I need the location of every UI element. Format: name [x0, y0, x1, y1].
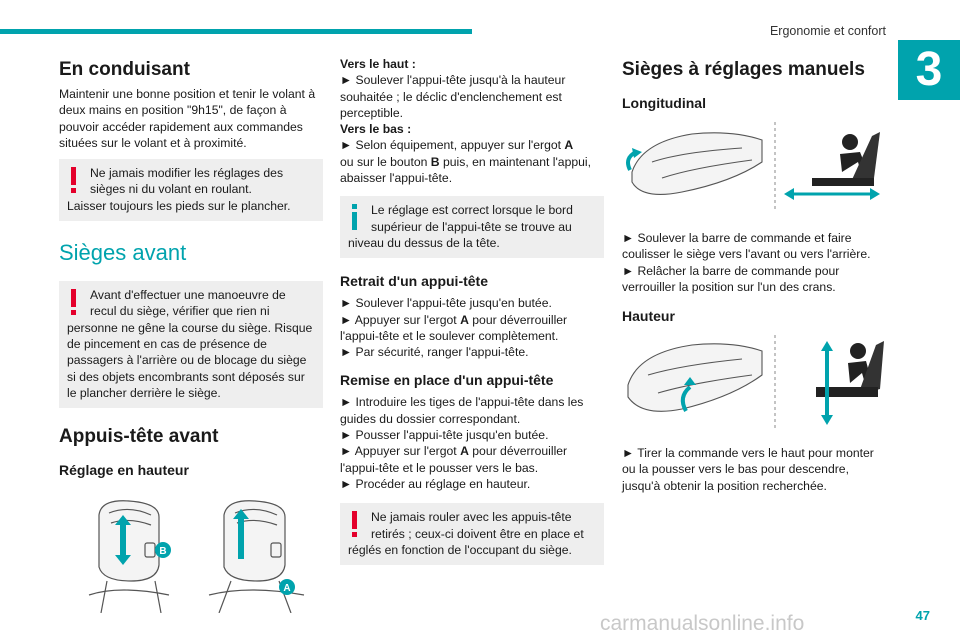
longitudinal-step-2: ► Relâcher la barre de commande pour verrouiller la position sur l'un des crans.	[622, 263, 840, 294]
chapter-number: 3	[898, 40, 960, 100]
remise-step-2: ► Pousser l'appui-tête jusqu'en butée.	[340, 428, 549, 443]
retrait-step-1: ► Soulever l'appui-tête jusqu'en butée.	[340, 296, 552, 311]
heading-reglage-hauteur: Réglage en hauteur	[59, 462, 189, 479]
heading-sieges-avant: Sièges avant	[59, 240, 187, 266]
headrest-diagram	[59, 495, 323, 613]
warning-icon	[70, 289, 77, 315]
label-b: B	[159, 546, 167, 558]
heading-longitudinal: Longitudinal	[622, 95, 706, 111]
section-title: Ergonomie et confort	[769, 24, 886, 38]
info-note-1: Le réglage est correct lorsque le bord supérieur de l'appui-tête se trouve au niveau du dessus de la tête.	[340, 196, 604, 258]
warning-icon	[70, 167, 77, 193]
warning-note-3: Ne jamais rouler avec les appuis-tête retirés ; ceux-ci doivent être en place et réglés en fonction de l'occupant du siège.	[340, 503, 604, 565]
label-vers-le-haut: Vers le haut :	[340, 57, 416, 71]
watermark: carmanualsonline.info	[600, 612, 805, 635]
retrait-step-3: ► Par sécurité, ranger l'appui-tête.	[340, 345, 529, 360]
heading-en-conduisant: En conduisant	[59, 59, 190, 80]
heading-appuis-tete: Appuis-tête avant	[59, 426, 219, 448]
header-accent-bar	[0, 29, 472, 34]
heading-remise: Remise en place d'un appui-tête	[340, 372, 554, 389]
longitudinal-illustration	[622, 122, 886, 210]
heading-sieges-manuels: Sièges à réglages manuels	[622, 59, 865, 80]
paragraph-driving: Maintenir une bonne position et tenir le volant à deux mains en position "9h15", de façon à pouvoir accéder rapidement aux commandes situées sur le volant et à proximité.	[59, 87, 316, 150]
column-2	[340, 56, 604, 565]
headrest-illustration	[59, 495, 323, 613]
page-number: 47	[915, 608, 930, 623]
remise-step-3: ► Appuyer sur l'ergot A pour déverrouiller l'appui-tête et le pousser vers le bas.	[340, 444, 568, 475]
longitudinal-step-1: ► Soulever la barre de commande et faire coulisser le siège vers l'avant ou vers l'arrière.	[622, 231, 871, 262]
warning-note-1: Ne jamais modifier les réglages des sièges ni du volant en roulant. Laisser toujours les pieds sur le plancher.	[59, 159, 323, 221]
remise-step-4: ► Procéder au réglage en hauteur.	[340, 476, 531, 491]
step-up: ► Soulever l'appui-tête jusqu'à la hauteur souhaitée ; le déclic d'enclenchement est perceptible.	[340, 73, 566, 120]
label-a: A	[283, 583, 291, 595]
step-down: ► Selon équipement, appuyer sur l'ergot A ou sur le bouton B puis, en maintenant l'appui, abaisser l'appui-tête.	[340, 138, 591, 186]
longitudinal-diagram	[622, 122, 886, 210]
height-diagram	[622, 335, 886, 431]
column-3	[622, 56, 886, 494]
warning-icon	[351, 511, 358, 537]
warning-note-2: Avant d'effectuer une manoeuvre de recul du siège, vérifier que rien ni personne ne gêne la course du siège. Risque de pincement en cas de présence de passagers à l'arrière ou de blocage du siège si des objets encombrants sont déposés sur le plancher derrière le siège.	[59, 281, 323, 408]
label-vers-le-bas: Vers le bas :	[340, 122, 412, 137]
info-icon	[351, 204, 358, 230]
height-step-1: ► Tirer la commande vers le haut pour monter ou la pousser vers le bas pour descendre, jusqu'à obtenir la position recherchée.	[622, 446, 874, 493]
remise-step-1: ► Introduire les tiges de l'appui-tête dans les guides du dossier correspondant.	[340, 395, 584, 426]
heading-retrait: Retrait d'un appui-tête	[340, 273, 488, 290]
heading-hauteur: Hauteur	[622, 308, 675, 325]
column-1	[59, 56, 323, 613]
retrait-step-2: ► Appuyer sur l'ergot A pour déverrouiller l'appui-tête et le soulever complètement.	[340, 312, 568, 343]
height-illustration	[622, 335, 886, 431]
